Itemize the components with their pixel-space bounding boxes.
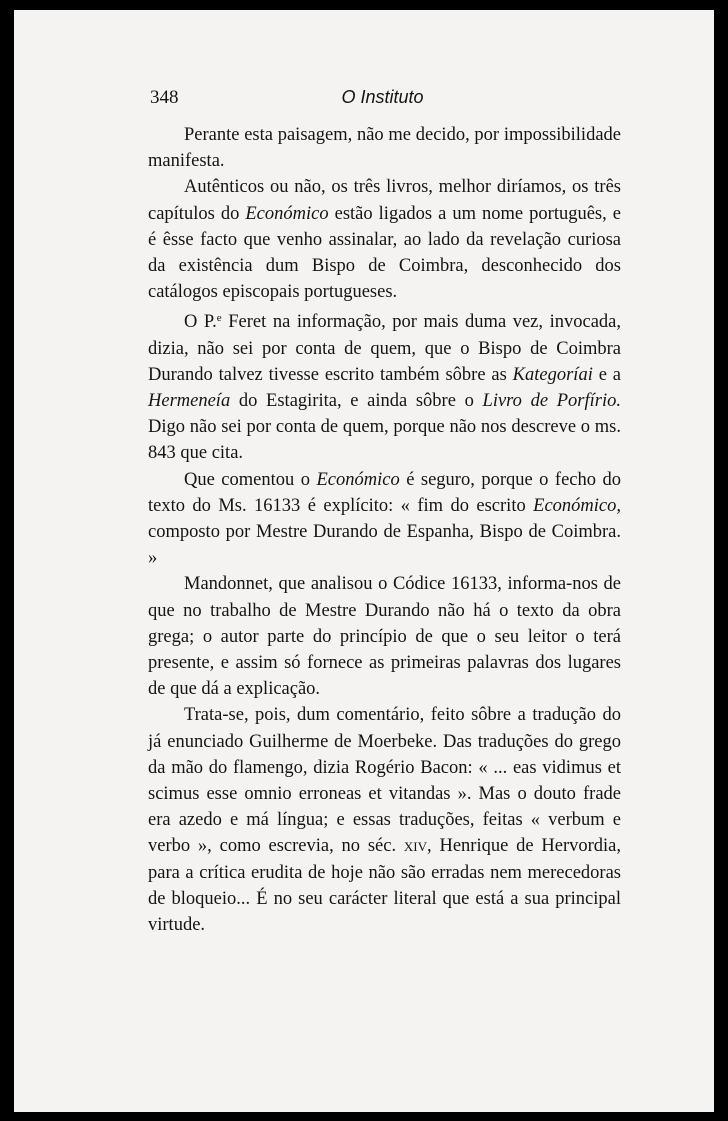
paragraph-5 <box>148 571 621 702</box>
paragraph-3-superscript: e <box>216 312 222 325</box>
page-number: 348 <box>150 87 179 108</box>
paragraph-2-part-c: estão ligados a um nome português, e é êsse facto que venho assinalar, ao lado da revelação curiosa da existência dum Bispo de Coimbra, desconhecido dos catálogos episcopais portugueses. <box>148 203 622 303</box>
paragraph-3-part-d: e a <box>592 364 621 385</box>
body-text <box>148 122 621 938</box>
paragraph-4 <box>148 467 621 572</box>
paragraph-1 <box>148 122 621 174</box>
paragraph-3-title-porfirio: Livro de Porfírio. <box>482 391 621 412</box>
paragraph-4-title-economico: Económico <box>316 469 400 490</box>
page-header <box>150 87 615 113</box>
paragraph-4-title-economico-2: Económico, <box>533 495 621 516</box>
paragraph-3-part-f: do Estagirita, e ainda sôbre o <box>230 391 483 412</box>
paragraph-6-part-a: Trata-se, pois, dum comentário, feito sôbre a tradução do já enunciado Guilherme de Moerbeke. Das traduções do grego da mão do flamengo, dizia Rogério Bacon: « ... eas vidimus et scimus esse omnio erroneas et vitandas ». Mas o douto frade era azedo e má língua; e essas traduções, feitas « verbum e verbo », como escrevia, no séc. <box>148 705 621 857</box>
paragraph-4-part-a: Que comentou o <box>184 469 317 490</box>
paragraph-6-part-c: , Henrique de Hervordia, para a crítica erudita de hoje não são erradas nem merecedoras de bloqueio... É no seu carácter literal que está a sua principal virtude. <box>148 836 621 936</box>
paragraph-3-part-a: O P. <box>184 312 217 333</box>
paragraph-5-text: Mandonnet, que analisou o Códice 16133, informa-nos de que no trabalho de Mestre Durando não há o texto da obra grega; o autor parte do princípio de que o seu leitor o terá presente, e assim só fornece as primeiras palavras dos lugares de que dá a explicação. <box>148 574 621 700</box>
paragraph-6-century: xiv <box>403 836 428 857</box>
paragraph-3-part-h: Digo não sei por conta de quem, porque não nos descreve o ms. 843 que cita. <box>148 417 621 464</box>
paragraph-3 <box>148 305 621 466</box>
paragraph-4-part-c: é seguro, porque o fecho do texto do Ms. 16133 é explícito: « fim do escrito <box>148 469 621 516</box>
paragraph-3-title-hermeneia: Hermeneía <box>148 391 231 412</box>
paragraph-2-title-economico: Económico <box>245 203 329 224</box>
running-title: O Instituto <box>341 87 424 107</box>
book-page <box>14 10 714 1112</box>
paragraph-2 <box>148 174 621 305</box>
paragraph-2-part-a: Autênticos ou não, os três livros, melhor diríamos, os três capítulos do <box>148 177 621 224</box>
paragraph-4-part-e: composto por Mestre Durando de Espanha, Bispo de Coimbra. » <box>148 522 621 569</box>
paragraph-3-part-b: Feret na informação, por mais duma vez, invocada, dizia, não sei por conta de quem, que o Bispo de Coimbra Durando talvez tivesse escrito também sôbre as <box>148 312 621 385</box>
paragraph-6 <box>148 702 621 938</box>
paragraph-3-title-kategoriai: Kategoríai <box>512 364 593 385</box>
paragraph-1-text: Perante esta paisagem, não me decido, por impossibilidade manifesta. <box>148 125 621 172</box>
